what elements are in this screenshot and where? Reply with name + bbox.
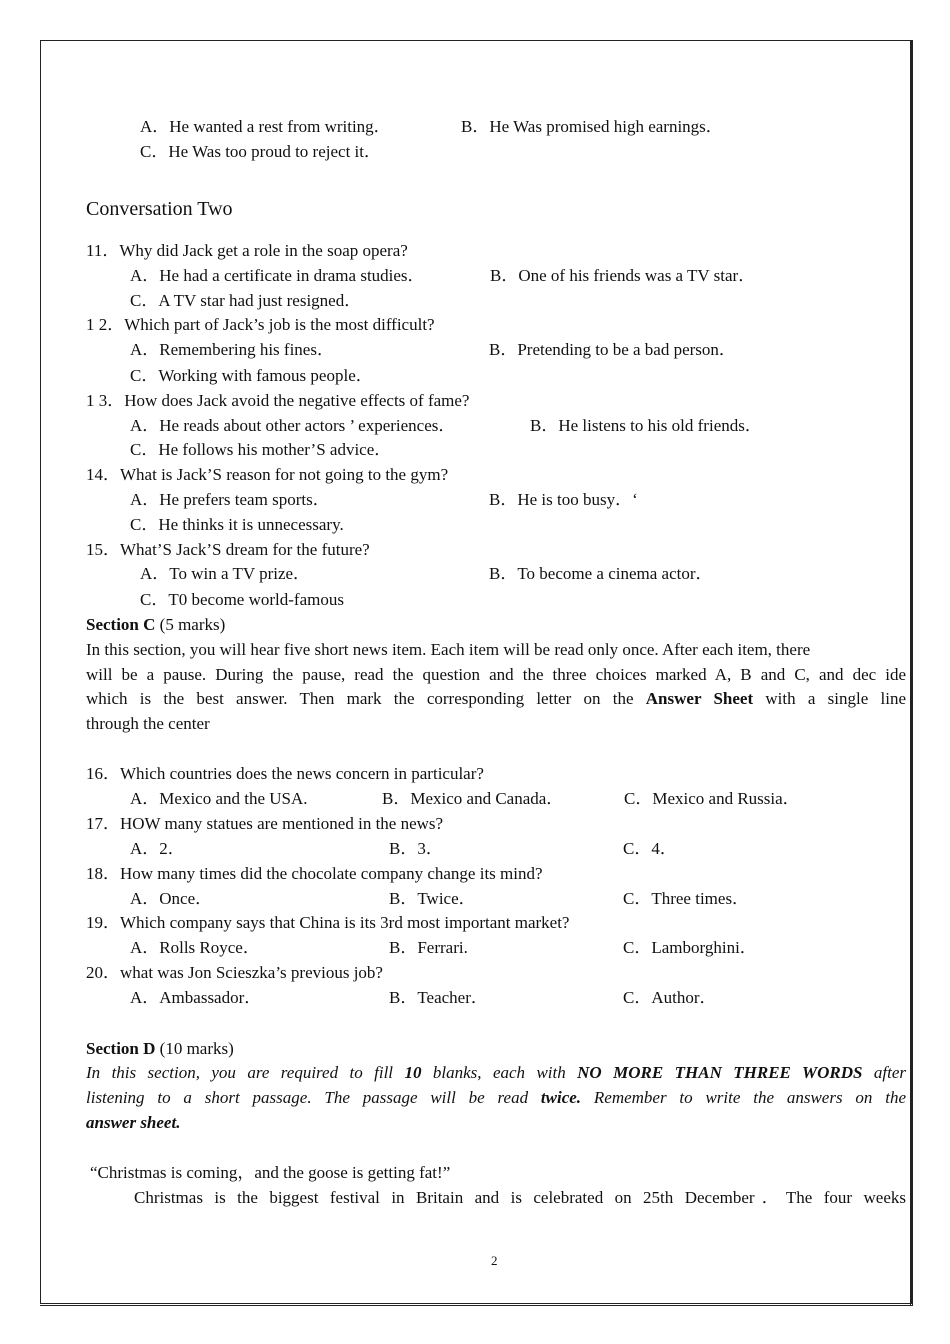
q12-option-c: C．Working with famous people． bbox=[130, 366, 373, 385]
q11-option-a: A．He had a certificate in drama studies． bbox=[130, 266, 425, 285]
q17-stem: 17．HOW many statues are mentioned in the news? bbox=[86, 814, 444, 833]
instr-3-part-1: which is the best answer. Then mark the corresponding letter on the bbox=[86, 689, 646, 708]
q18-option-b: B．Twice． bbox=[389, 889, 476, 908]
q11-stem: 11．Why did Jack get a role in the soap opera? bbox=[86, 241, 408, 260]
q17-option-c: C．4． bbox=[623, 839, 677, 858]
q19-option-a: A．Rolls Royce． bbox=[130, 938, 260, 957]
q11-option-c: C．A TV star had just resigned． bbox=[130, 291, 362, 310]
q19-option-c: C．Lamborghini． bbox=[623, 938, 757, 957]
answer-sheet-emphasis: Answer Sheet bbox=[645, 689, 754, 708]
section-d-instructions-line-2 bbox=[86, 1088, 906, 1108]
q17-option-b: B．3． bbox=[389, 839, 443, 858]
section-c-instructions-line-1: In this section, you will hear five short news item. Each item will be read only once. After each item, there bbox=[86, 640, 811, 659]
q16-option-a: A．Mexico and the USA. bbox=[130, 789, 308, 808]
instr-3-part-3: with a single line bbox=[753, 689, 906, 708]
section-d-heading bbox=[86, 1039, 234, 1059]
section-c-marks: (5 marks) bbox=[155, 615, 226, 634]
q13-option-c: C．He follows his mother’S advice． bbox=[130, 440, 392, 459]
q12-option-b: B．Pretending to be a bad person． bbox=[489, 340, 736, 359]
sd-l1-blank-count: 10 bbox=[404, 1063, 422, 1082]
q15-option-a: A．To win a TV prize． bbox=[140, 564, 311, 583]
section-c-instructions-line-3 bbox=[86, 689, 906, 709]
passage-line-1: Christmas is the biggest festival in Britain and is celebrated on 25th December．The four weeks bbox=[134, 1188, 906, 1207]
q18-option-c: C．Three times． bbox=[623, 889, 750, 908]
sd-l1-part-c: blanks, each with bbox=[421, 1063, 578, 1082]
passage-headline: “Christmas is coming，and the goose is getting fat!” bbox=[90, 1163, 451, 1182]
q18-option-a: A．Once． bbox=[130, 889, 213, 908]
q13-stem: 1 3．How does Jack avoid the negative effects of fame? bbox=[86, 391, 470, 410]
q20-option-c: C．Author． bbox=[623, 988, 717, 1007]
section-c-instructions-line-2: will be a pause. During the pause, read the question and the three choices marked A, B and C, and dec ide bbox=[86, 665, 906, 684]
sd-l2-part-c: Remember to write the answers on the bbox=[581, 1088, 906, 1107]
q14-option-a: A．He prefers team sports． bbox=[130, 490, 330, 509]
q15-option-b: B．To become a cinema actor． bbox=[489, 564, 713, 583]
q14-stem: 14．What is Jack’S reason for not going to the gym? bbox=[86, 465, 449, 484]
conversation-two-heading: Conversation Two bbox=[86, 198, 233, 220]
q10-option-b: B．He Was promised high earnings． bbox=[461, 117, 723, 136]
section-c-title: Section C bbox=[86, 615, 156, 634]
section-c-instructions-line-4: through the center bbox=[86, 714, 210, 733]
q16-option-b: B．Mexico and Canada． bbox=[382, 789, 564, 808]
q16-stem: 16．Which countries does the news concern in particular? bbox=[86, 764, 484, 783]
sd-l1-part-e: after bbox=[862, 1063, 906, 1082]
q12-stem: 1 2．Which part of Jack’s job is the most difficult? bbox=[86, 315, 435, 334]
q10-option-c: C．He Was too proud to reject it． bbox=[140, 142, 381, 161]
q14-option-c: C．He thinks it is unnecessary. bbox=[130, 515, 344, 534]
q14-option-b: B．He is too busy．‘ bbox=[489, 490, 638, 509]
q13-option-a: A．He reads about other actors ’ experiences． bbox=[130, 416, 456, 435]
section-d-marks: (10 marks) bbox=[155, 1039, 234, 1058]
q13-option-b: B．He listens to his old friends． bbox=[530, 416, 762, 435]
q19-stem: 19．Which company says that China is its 3rd most important market? bbox=[86, 913, 570, 932]
page-number: 2 bbox=[491, 1253, 498, 1268]
section-d-instructions-line-3: answer sheet. bbox=[86, 1113, 181, 1132]
sd-l2-part-a: listening to a short passage. The passage will be read bbox=[86, 1088, 541, 1107]
sd-l1-part-a: In this section, you are required to fill bbox=[86, 1063, 405, 1082]
section-d-title: Section D bbox=[86, 1039, 156, 1058]
q15-option-c: C．T0 become world-famous bbox=[140, 590, 344, 609]
q15-stem: 15．What’S Jack’S dream for the future? bbox=[86, 540, 370, 559]
q20-option-b: B．Teacher． bbox=[389, 988, 488, 1007]
q18-stem: 18．How many times did the chocolate company change its mind? bbox=[86, 864, 543, 883]
q20-option-a: A．Ambassador． bbox=[130, 988, 262, 1007]
q20-stem: 20．what was Jon Scieszka’s previous job? bbox=[86, 963, 383, 982]
q11-option-b: B．One of his friends was a TV star． bbox=[490, 266, 756, 285]
section-c-heading bbox=[86, 615, 225, 635]
sd-l2-twice: twice. bbox=[540, 1088, 582, 1107]
q17-option-a: A．2． bbox=[130, 839, 185, 858]
section-d-instructions-line-1 bbox=[86, 1063, 906, 1083]
sd-l1-word-limit: NO MORE THAN THREE WORDS bbox=[577, 1063, 863, 1082]
page-border-bottom-double bbox=[40, 1303, 913, 1306]
q16-option-c: C．Mexico and Russia． bbox=[624, 789, 800, 808]
q19-option-b: B．Ferrari. bbox=[389, 938, 468, 957]
page-border-right-double bbox=[910, 40, 913, 1306]
q10-option-a: A．He wanted a rest from writing． bbox=[140, 117, 391, 136]
q12-option-a: A．Remembering his fines． bbox=[130, 340, 334, 359]
